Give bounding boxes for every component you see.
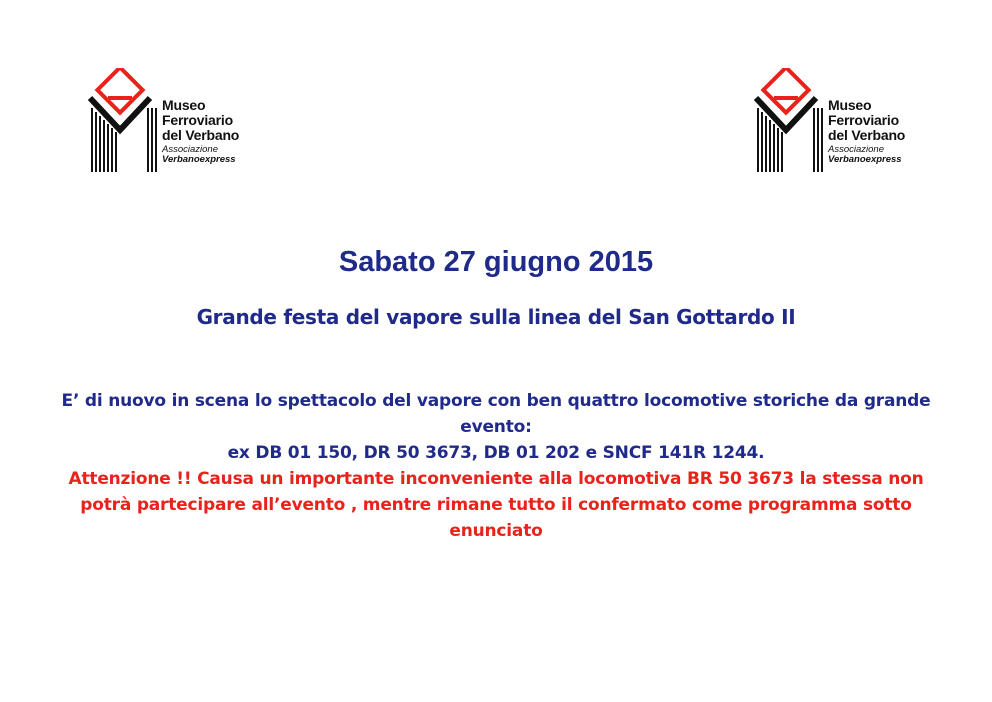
logo-brand: Verbanoexpress <box>162 154 236 165</box>
logo-line-2: Ferroviario <box>162 112 233 128</box>
museum-emblem-icon <box>86 68 166 178</box>
event-subtitle: Grande festa del vapore sulla linea del San Gottardo II <box>196 305 796 329</box>
museum-logo-right <box>752 68 932 178</box>
locomotives-list: ex DB 01 150, DR 50 3673, DB 01 202 e SNCF 141R 1244. <box>227 443 765 463</box>
logo-line-1: Museo <box>162 97 206 113</box>
event-description <box>60 388 932 544</box>
intro-paragraph: E’ di nuovo in scena lo spettacolo del vapore con ben quattro locomotive storiche da grande evento: <box>61 391 931 437</box>
logo-brand: Verbanoexpress <box>828 154 902 165</box>
logo-association: Associazione <box>828 144 884 155</box>
alert-notice: Attenzione !! Causa un importante inconveniente alla locomotiva BR 50 3673 la stessa non potrà partecipare all’evento , mentre rimane tutto il confermato come programma sotto enunciato <box>68 469 924 541</box>
museum-emblem-icon <box>752 68 832 178</box>
logo-text <box>828 98 905 165</box>
logo-line-1: Museo <box>828 97 872 113</box>
museum-logo-left <box>86 68 266 178</box>
event-title: Sabato 27 giugno 2015 <box>338 246 654 278</box>
logo-line-3: del Verbano <box>162 127 240 143</box>
logo-line-2: Ferroviario <box>828 112 899 128</box>
logo-text <box>162 98 239 165</box>
logo-association: Associazione <box>162 144 218 155</box>
logo-line-3: del Verbano <box>828 127 906 143</box>
